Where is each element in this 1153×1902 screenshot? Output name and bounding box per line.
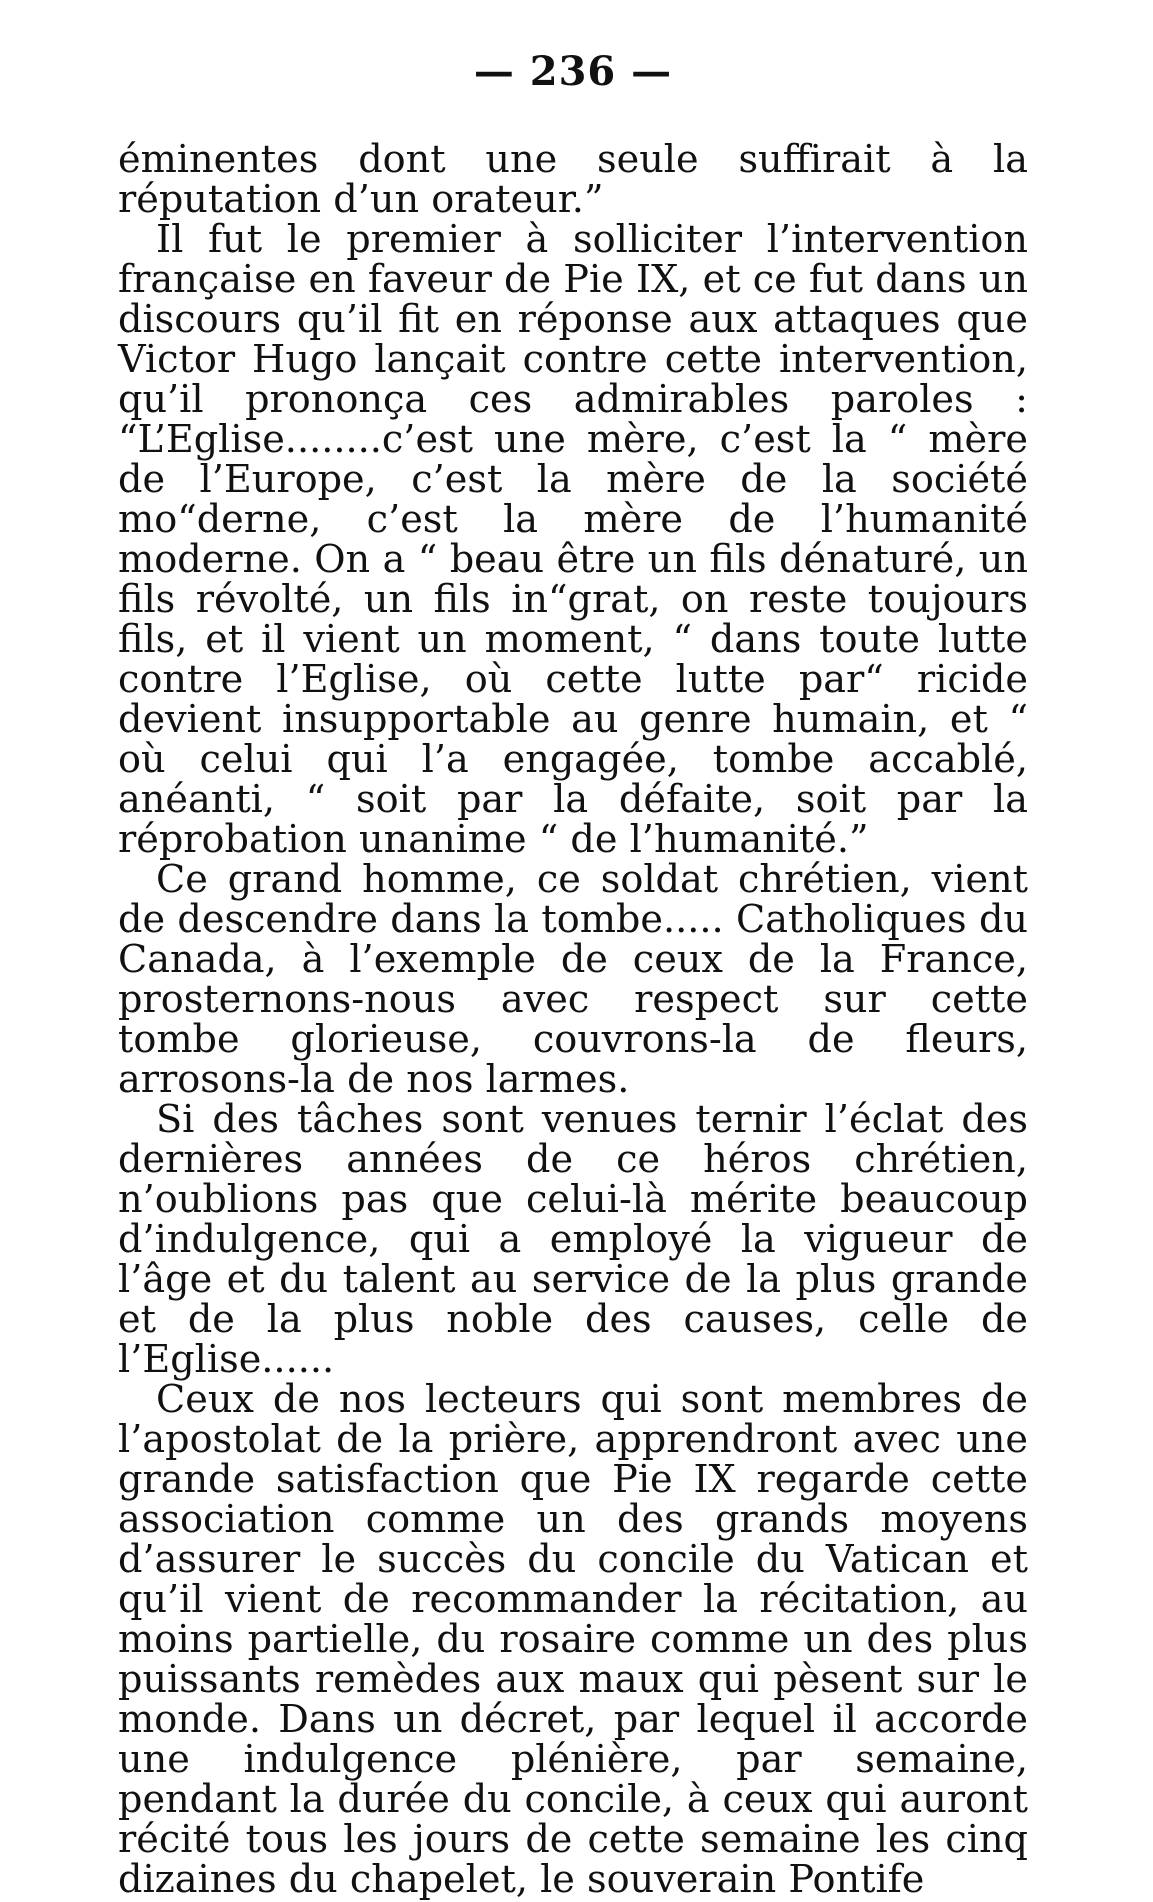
book-page bbox=[118, 40, 1028, 1902]
paragraph-4: Si des tâches sont venues ternir l’éclat des dernières années de ce héros chrétien, n’oublions pas que celui-là mérite beaucoup d’indulgence, qui a employé la vigueur de l’âge et du talent au service de la plus grande et de la plus noble des causes, celle de l’Eglise...... bbox=[118, 1098, 1028, 1382]
paragraph-5: Ceux de nos lecteurs qui sont membres de l’apostolat de la prière, apprendront avec une grande satisfaction que Pie IX regarde cette association comme un des grands moyens d’assurer le succès du concile du Vatican et qu’il vient de recommander la récitation, au moins partielle, du rosaire comme un des plus puissants remèdes aux maux qui pèsent sur le monde. Dans un décret, par lequel il accorde une indulgence plénière, par semaine, pendant la durée du concile, à ceux qui auront récité tous les jours de cette semaine les cinq dizaines du chapelet, le souverain Pontife bbox=[118, 1378, 1028, 1902]
paragraph-2: Il fut le premier à solliciter l’intervention française en faveur de Pie IX, et ce fut dans un discours qu’il fit en réponse aux attaques que Victor Hugo lançait contre cette intervention, qu’il prononça ces admirables paroles : “L’Eglise........c’est une mère, c’est la “ mère de l’Europe, c’est la mère de la société mo“derne, c’est la mère de l’humanité moderne. On a “ beau être un fils dénaturé, un fils révolté, un fils in“grat, on reste toujours fils, et il vient un moment, “ dans toute lutte contre l’Eglise, où cette lutte par“ ricide devient insupportable au genre humain, et “ où celui qui l’a engagée, tombe accablé, anéanti, “ soit par la défaite, soit par la réprobation unanime “ de l’humanité.” bbox=[118, 218, 1028, 862]
page-number: — 236 — bbox=[473, 48, 673, 95]
paragraph-1: éminentes dont une seule suffirait à la réputation d’un orateur.” bbox=[118, 138, 1028, 222]
paragraph-3: Ce grand homme, ce soldat chrétien, vient de descendre dans la tombe..... Catholiques du Canada, à l’exemple de ceux de la France, prosternons-nous avec respect sur cette tombe glorieuse, couvrons-la de fleurs, arrosons-la de nos larmes. bbox=[118, 858, 1028, 1102]
page-body bbox=[118, 140, 1028, 1900]
